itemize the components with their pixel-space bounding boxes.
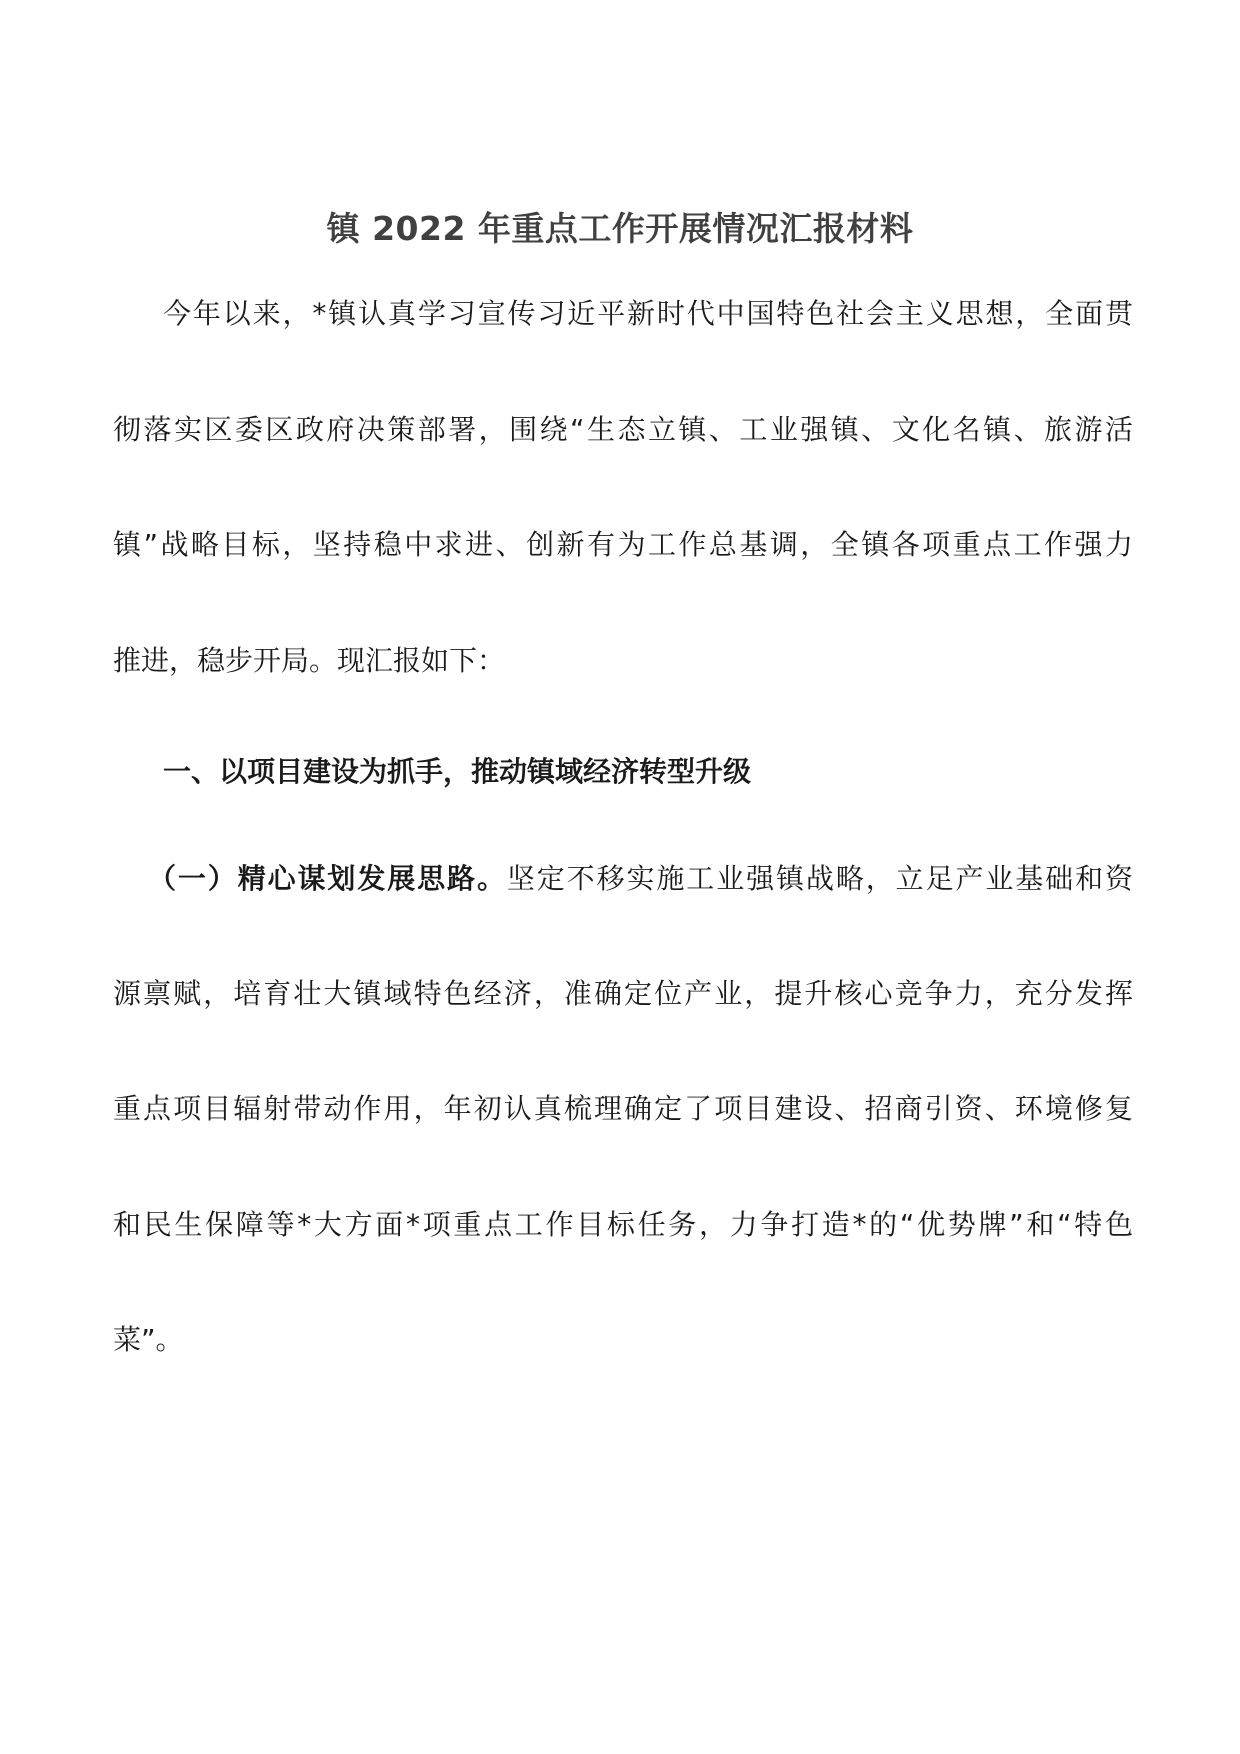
subsection-line-1-text: 坚定不移实施工业强镇战略，立足产业基础和资 (506, 862, 1133, 895)
subsection-line-4: 和民生保障等*大方面*项重点工作目标任务，力争打造*的“优势牌”和“特色 (113, 1208, 1133, 1241)
intro-line-3: 镇”战略目标，坚持稳中求进、创新有为工作总基调，全镇各项重点工作强力 (113, 528, 1133, 561)
subsection-line-5: 菜”。 (113, 1323, 184, 1356)
intro-line-1: 今年以来，*镇认真学习宣传习近平新时代中国特色社会主义思想，全面贯 (163, 297, 1133, 330)
intro-line-4: 推进，稳步开局。现汇报如下： (113, 644, 506, 677)
section-heading: 一、以项目建设为抓手，推动镇域经济转型升级 (163, 755, 752, 788)
subsection-lead: （一）精心谋划发展思路。 (148, 862, 507, 895)
intro-line-2: 彻落实区委区政府决策部署，围绕“生态立镇、工业强镇、文化名镇、旅游活 (113, 413, 1133, 446)
document-title: 镇 2022 年重点工作开展情况汇报材料 (326, 209, 914, 248)
subsection-line-3: 重点项目辐射带动作用，年初认真梳理确定了项目建设、招商引资、环境修复 (113, 1092, 1133, 1125)
subsection-line-1 (113, 855, 1133, 903)
subsection-line-2: 源禀赋，培育壮大镇域特色经济，准确定位产业，提升核心竞争力，充分发挥 (113, 977, 1133, 1010)
